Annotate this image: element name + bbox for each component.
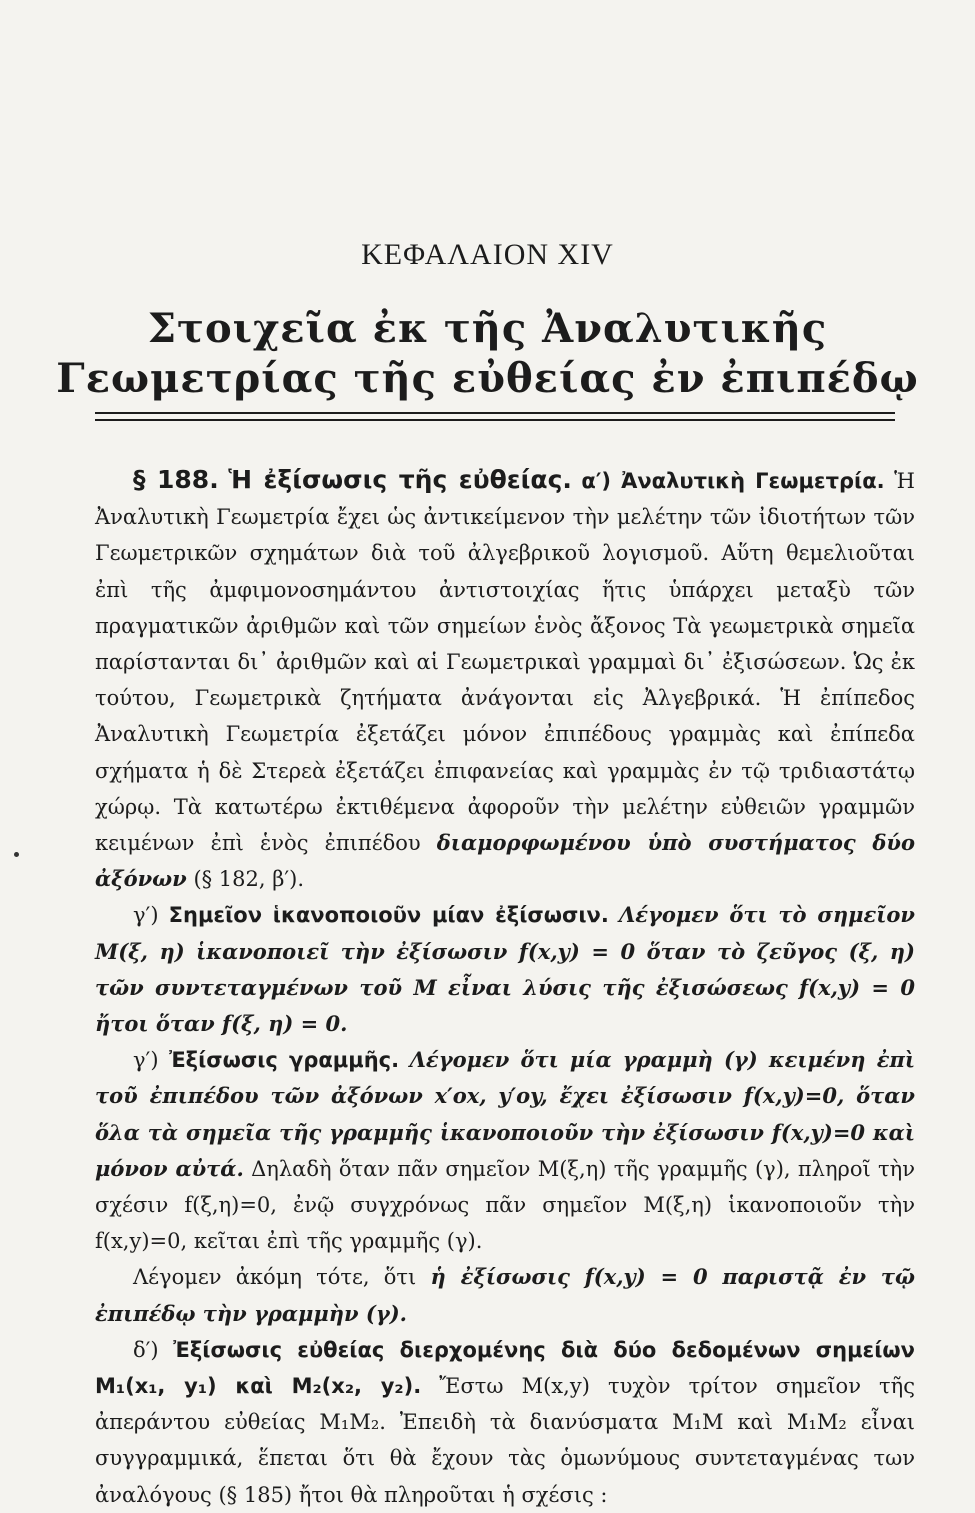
section-number: § 188.: [133, 465, 219, 494]
paragraph-text: Δηλαδὴ ὅταν πᾶν σημεῖον Μ(ξ,η) τῆς γραμμῆς (γ), πληροῖ τὴν σχέσιν f(ξ,η)=0, ἐνῷ συγχρόνως πᾶν σημεῖον Μ(ξ,η) ἱκανοποιοῦν τὴν f(x,y)=0, κεῖται ἐπὶ τῆς γραμμῆς (γ).: [95, 1156, 916, 1254]
paragraph-ref: (§ 182, β′).: [193, 867, 305, 892]
paragraph-two-points: [95, 1332, 915, 1513]
chapter-title-line-1: Στοιχεῖα ἐκ τῆς Ἀναλυτικῆς: [147, 305, 828, 352]
title-rule-top: [95, 412, 895, 414]
paragraph-line-equation: [95, 1042, 915, 1259]
subsection-heading: Σημεῖον ἱκανοποιοῦν μίαν ἐξίσωσιν.: [168, 903, 609, 928]
chapter-title-line-2: Γεωμετρίας τῆς εὐθείας ἐν ἐπιπέδῳ: [56, 355, 919, 402]
paragraph-188: [95, 462, 915, 897]
paragraph-text: Λέγομεν ἀκόμη τότε, ὅτι: [133, 1265, 417, 1290]
paragraph-italic: Λέγομεν ὅτι μία γραμμὴ (γ) κειμένη ἐπὶ τοῦ ἐπιπέδου τῶν ἀξόνων x′ox, y′oy, ἔχει ἐξίσωσιν f(x,y)=0, ὅταν ὅλα τὰ σημεῖα τῆς γραμμῆς ἱκανοποιοῦν τὴν ἐξίσωσιν f(x,y)=0 καὶ μόνον αὐτά.: [95, 1047, 915, 1181]
body-text: [95, 462, 915, 1513]
paragraph-italic: διαμορφωμένου ὑπὸ συστήματος δύο ἀξόνων: [95, 830, 916, 892]
paragraph-text: Λέγομεν ὅτι τὸ σημεῖον Μ(ξ, η) ἱκανοποιεῖ τὴν ἐξίσωσιν f(x,y) = 0 ὅταν τὸ ζεῦγος (ξ, η) τῶν συντεταγμένων τοῦ Μ εἶναι λύσις τῆς ἐξισώσεως f(x,y) = 0 ἤτοι ὅταν f(ξ, η) = 0.: [95, 902, 915, 1037]
subsection-heading: α′) Ἀναλυτικὴ Γεωμετρία.: [581, 469, 885, 493]
paragraph-represents: [95, 1259, 915, 1331]
paragraph-point: [95, 897, 915, 1042]
paragraph-text: Ἡ Ἀναλυτικὴ Γεωμετρία ἔχει ὡς ἀντικείμενον τὴν μελέτην τῶν ἰδιοτήτων τῶν Γεωμετρικῶν σχημάτων διὰ τοῦ ἀλγεβρικοῦ λογισμοῦ. Αὕτη θεμελιοῦται ἐπὶ τῆς ἀμφιμονοσημάντου ἀντιστοιχίας ἥτις ὑπάρχει μεταξὺ τῶν πραγματικῶν ἀριθμῶν καὶ τῶν σημείων ἑνὸς ἄξονος Τὰ γεωμετρικὰ σημεῖα παρίστανται δι᾽ ἀριθμῶν καὶ αἱ Γεωμετρικαὶ γραμμαὶ δι᾽ ἐξισώσεων. Ὡς ἐκ τούτου, Γεωμετρικὰ ζητήματα ἀνάγονται εἰς Ἀλγεβρικά. Ἡ ἐπίπεδος Ἀναλυτικὴ Γεωμετρία ἐξετάζει μόνον ἐπιπέδους γραμμὰς καὶ ἐπίπεδα σχήματα ἡ δὲ Στερεὰ ἐξετάζει ἐπιφανείας καὶ γραμμὰς ἐν τῷ τριδιαστάτῳ χώρῳ. Τὰ κατωτέρω ἐκτιθέμενα ἀφοροῦν τὴν μελέτην εὐθειῶν γραμμῶν κειμένων ἐπὶ ἑνὸς ἐπιπέδου: [95, 469, 915, 856]
section-heading: Ἡ ἐξίσωσις τῆς εὐθείας.: [228, 465, 572, 494]
subsection-label: γ′): [133, 1048, 159, 1073]
title-rule-bottom: [95, 419, 895, 421]
subsection-label: δ′): [133, 1337, 159, 1362]
chapter-heading: ΚΕΦΑΛΑΙΟΝ XIV: [361, 238, 614, 271]
subsection-heading: Ἐξίσωσις γραμμῆς.: [169, 1048, 400, 1073]
paragraph-text: Ἔστω Μ(x,y) τυχὸν τρίτον σημεῖον τῆς ἀπεράντου εὐθείας Μ₁Μ₂. Ἐπειδὴ τὰ διανύσματα Μ₁Μ καὶ Μ₁Μ₂ εἶναι συγγραμμικά, ἕπεται ὅτι θὰ ἔχουν τὰς ὁμωνύμους συντεταγμένας των ἀναλόγους (§ 185) ἤτοι θὰ πληροῦται ἡ σχέσις :: [95, 1374, 916, 1507]
margin-mark: [14, 852, 19, 857]
paragraph-italic: ἡ ἐξίσωσις f(x,y) = 0 παριστᾷ ἐν τῷ ἐπιπέδῳ τὴν γραμμὴν (γ).: [95, 1264, 915, 1326]
subsection-heading: Ἐξίσωσις εὐθείας διερχομένης διὰ δύο δεδομένων σημείων Μ₁(x₁, y₁) καὶ Μ₂(x₂, y₂).: [95, 1337, 915, 1399]
subsection-label: γ′): [133, 903, 159, 928]
